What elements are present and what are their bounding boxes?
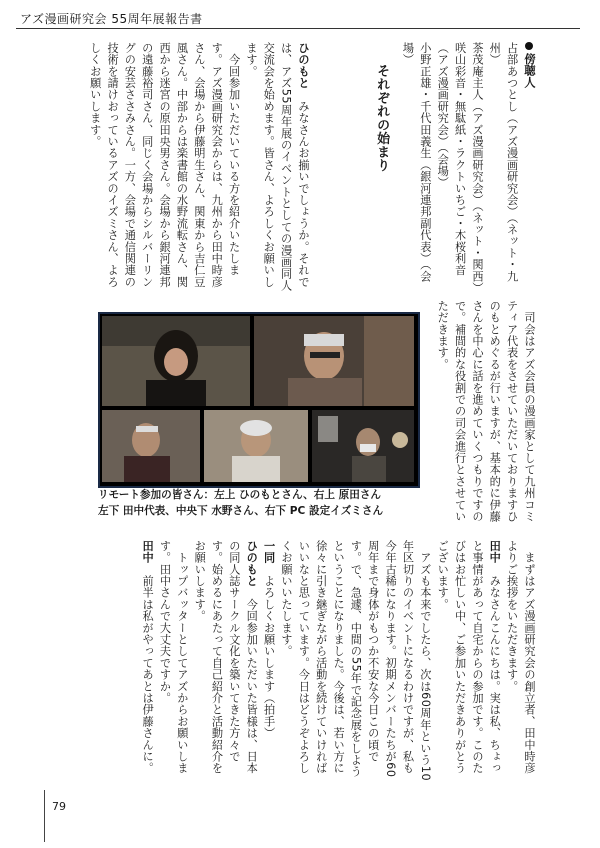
paragraph-text: まずはアズ漫画研究会の創立者、田中時彦よりご挨拶をいただきます。	[505, 540, 536, 775]
header-rule	[16, 28, 580, 29]
bullet-icon	[525, 42, 533, 50]
photo-tile-hinomoto	[102, 316, 250, 406]
attendee-line: 茶茂庵主人（アズ漫画研究会）（ネット・関西）	[470, 42, 484, 294]
intro-block	[50, 42, 312, 298]
photo-tile-izumi	[312, 410, 414, 482]
speaker-label: ひのもと	[297, 42, 310, 89]
page-header: アズ漫画研究会 55周年展報告書	[20, 12, 203, 26]
speaker-label: ひのもと	[245, 540, 259, 587]
moderator-block	[420, 300, 538, 526]
photo-tile-tanaka	[102, 410, 200, 482]
paragraph-text: みなさんこんにちは。実は私、ちょっと事情があって自宅からの参加です。このたびはお忙しい中、ご参加いただきありがとうございます。	[436, 540, 502, 775]
speaker-label: 一同	[262, 540, 276, 564]
attendee-block	[326, 42, 538, 298]
attendee-line: 小野正雄・千代田義生（銀河連邦副代表）（会場）	[401, 42, 432, 283]
photo-caption	[98, 488, 416, 520]
greeting-block	[50, 540, 538, 785]
remote-participants-photo	[98, 312, 420, 488]
paragraph-text: 今回参加いただいた皆様は、日本の同人誌サークル文化を築いてきた方々です。始めるにあたって自己紹介と活動紹介をお願いします。	[193, 540, 259, 775]
paragraph-text: 今回参加いただいている方を紹介いたします。アズ漫画研究会からは、九州から田中時彦さん、会場から伊藤明生さん、関東から吉仁豆風さん。中部からは楽書館の水野流転さん、関西から迷宮の原田央男さん。会場から銀河連邦の遠藤裕司さん、同じく会場からシルバーリングの安芸ささみさん。一方、会場で通信関連の技術を請けおっているアズのイズミさん、よろしくお願いします。	[88, 42, 241, 288]
paragraph-text: よろしくお願いします（拍手）	[262, 575, 276, 739]
section-label: 傍聴人	[523, 53, 536, 89]
speaker-label: 田中	[488, 540, 502, 564]
page-number: 79	[52, 800, 66, 813]
paragraph-text: みなさんお揃いでしょうか。それでは、アズ55周年展のイベントとしての漫画同人交流会を始めます。皆さん、よろしくお願いします。	[244, 42, 310, 292]
paragraph-text: 司会はアズ会員の漫画家として九州コミティア代表をさせていただいておりますひのもとめぐるが行いますが、基本的に伊藤さんを中心に話を進めていくつもりですので。補間的な役割での司会進行とさせていただきます。	[436, 300, 536, 523]
margin-rule	[44, 790, 45, 842]
paragraph-text: アズも本来でしたら、次は60周年という10年区切りのイベントになるわけですが、私も今年古稀になります。初期メンバーたちが60周年まで身体がもつか不安な今日この頃です。で、急遽、中間の55年で記念展をしようということになりました。今後は、若い方に徐々に引き継ぎながら活動を続けていければいいなと思っています。今日はどうぞよろしくお願いいたします。	[279, 540, 432, 782]
attendee-line: 咲山彩音・無駄紙・ラクトいちご・木桜利音（アズ漫画研究会）（会場）	[436, 42, 467, 276]
photo-tile-mizuno	[204, 410, 308, 482]
paragraph-text: 前半は私がやってあとは伊藤さんに。	[141, 575, 155, 775]
attendee-line: 占部あつとし（アズ漫画研究会）（ネット・九州）	[488, 42, 519, 283]
caption-line: リモート参加の皆さん：左上 ひのもとさん、右上 原田さん	[98, 489, 382, 501]
section-title: それぞれの始まり	[374, 64, 390, 172]
section-heading	[521, 42, 538, 298]
speaker-label: 田中	[141, 540, 155, 564]
paragraph-text: トップバッターとしてアズからお願いします。田中さんで大丈夫ですか。	[158, 540, 189, 775]
photo-tile-harada	[254, 316, 414, 406]
caption-line: 左下 田中代表、中央下 水野さん、右下 PC 設定イズミさん	[98, 504, 384, 517]
